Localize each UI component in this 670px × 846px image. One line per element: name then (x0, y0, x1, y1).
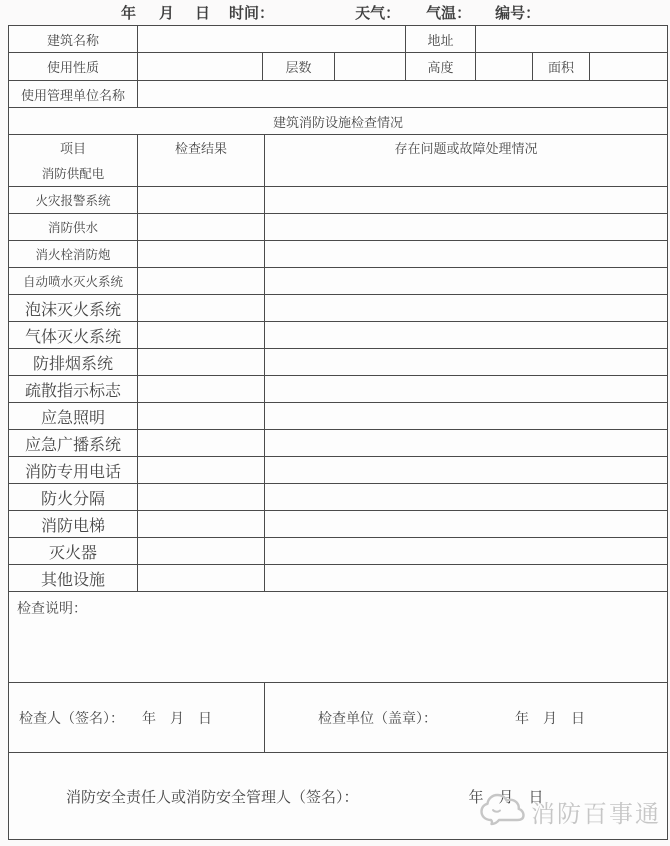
building-usage-row (9, 52, 667, 80)
month-label: 月 (159, 5, 175, 22)
item-label-cell: 自动喷水灭火系统 (22, 275, 123, 289)
item-label-cell: 灭火器 (48, 544, 97, 562)
temperature-label: 气温： (426, 5, 472, 22)
item-result-cell (137, 295, 264, 321)
column-header-item: 项目 (59, 140, 86, 156)
column-header-result: 检查结果 (137, 135, 264, 159)
item-result-cell (137, 430, 264, 456)
item-label-cell: 防排烟系统 (32, 355, 113, 373)
responsible-signature-cell (9, 753, 667, 839)
management-unit-row (9, 80, 667, 107)
unit-signature-cell (264, 683, 667, 752)
item-result-cell (137, 187, 264, 213)
building-name-field (137, 26, 405, 52)
item-problem-cell (264, 403, 667, 429)
unit-label: 检查单位（盖章）： (318, 709, 437, 726)
usage-field (137, 53, 262, 80)
time-label: 时间： (229, 5, 275, 22)
table-row (9, 402, 667, 429)
form-header-line (0, 0, 670, 25)
unit-date: 年 月 日 (515, 709, 585, 726)
table-row (9, 240, 667, 267)
item-result-cell (137, 268, 264, 294)
section-title: 建筑消防设施检查情况 (272, 114, 403, 130)
building-name-row (9, 26, 667, 52)
inspector-label: 检查人（签名）： (19, 709, 124, 726)
item-problem-cell (264, 376, 667, 402)
item-result-cell (137, 538, 264, 564)
item-label-cell: 消防电梯 (40, 517, 105, 535)
table-row (9, 375, 667, 402)
year-label: 年 (121, 5, 137, 22)
responsible-signature-row (9, 752, 667, 839)
item-problem-cell (264, 322, 667, 348)
notes-row (9, 591, 667, 682)
table-row (9, 321, 667, 348)
building-name-label: 建筑名称 (46, 32, 99, 48)
table-row (9, 186, 667, 213)
facility-rows (9, 159, 667, 591)
height-label: 高度 (405, 53, 475, 80)
watermark-text: 消防百事通 (531, 801, 661, 828)
inspector-signature-cell (9, 683, 264, 752)
item-label-cell: 火灾报警系统 (35, 194, 111, 208)
inspection-table (8, 25, 668, 840)
weather-label: 天气： (355, 5, 401, 22)
item-problem-cell (264, 484, 667, 510)
responsible-date: 年 月 日 (468, 788, 544, 806)
area-label: 面积 (532, 53, 589, 80)
table-row (9, 537, 667, 564)
item-label-cell: 消防供水 (47, 221, 98, 235)
item-result-cell (137, 241, 264, 267)
item-problem-cell (264, 538, 667, 564)
inspector-date: 年 月 日 (142, 709, 212, 726)
table-row (9, 456, 667, 483)
item-label-cell: 应急广播系统 (24, 436, 121, 454)
notes-label: 检查说明： (17, 600, 87, 616)
item-result-cell (137, 349, 264, 375)
usage-label: 使用性质 (46, 60, 99, 75)
item-label-cell: 其他设施 (40, 571, 105, 589)
table-row (9, 510, 667, 537)
item-problem-cell (264, 159, 667, 186)
item-problem-cell (264, 214, 667, 240)
section-title-row (9, 107, 667, 134)
item-result-cell (137, 403, 264, 429)
item-problem-cell (264, 565, 667, 591)
area-field (589, 53, 667, 80)
item-problem-cell (264, 268, 667, 294)
table-row (9, 483, 667, 510)
address-field (475, 26, 667, 52)
column-header-problem: 存在问题或故障处理情况 (264, 135, 667, 159)
item-result-cell (137, 214, 264, 240)
item-label-cell: 消防供配电 (41, 166, 105, 181)
item-problem-cell (264, 241, 667, 267)
signature-row (9, 682, 667, 752)
item-problem-cell (264, 430, 667, 456)
table-row (9, 213, 667, 240)
item-label-cell: 气体灭火系统 (24, 328, 121, 346)
item-label-cell: 泡沫灭火系统 (24, 301, 121, 319)
item-label-cell: 应急照明 (40, 409, 105, 427)
table-row (9, 348, 667, 375)
floors-field (334, 53, 405, 80)
number-label: 编号： (495, 5, 541, 22)
table-row (9, 429, 667, 456)
management-unit-label: 使用管理单位名称 (20, 87, 125, 103)
item-result-cell (137, 565, 264, 591)
item-label-cell: 消防专用电话 (24, 463, 121, 481)
item-problem-cell (264, 295, 667, 321)
table-row (9, 267, 667, 294)
height-field (475, 53, 532, 80)
item-result-cell (137, 159, 264, 186)
item-problem-cell (264, 187, 667, 213)
item-result-cell (137, 457, 264, 483)
item-result-cell (137, 511, 264, 537)
responsible-label: 消防安全责任人或消防安全管理人（签名）： (66, 788, 359, 806)
table-row (9, 294, 667, 321)
item-label-cell: 疏散指示标志 (24, 382, 121, 400)
floors-label: 层数 (262, 53, 334, 80)
item-result-cell (137, 376, 264, 402)
item-label-cell: 消火栓消防炮 (35, 248, 111, 262)
day-label: 日 (195, 5, 211, 22)
item-problem-cell (264, 511, 667, 537)
item-result-cell (137, 322, 264, 348)
table-header-row (9, 134, 667, 159)
item-result-cell (137, 484, 264, 510)
item-problem-cell (264, 457, 667, 483)
management-unit-field (137, 81, 667, 107)
address-label: 地址 (405, 26, 475, 52)
table-row (9, 159, 667, 186)
item-problem-cell (264, 349, 667, 375)
table-row (9, 564, 667, 591)
item-label-cell: 防火分隔 (40, 490, 105, 508)
